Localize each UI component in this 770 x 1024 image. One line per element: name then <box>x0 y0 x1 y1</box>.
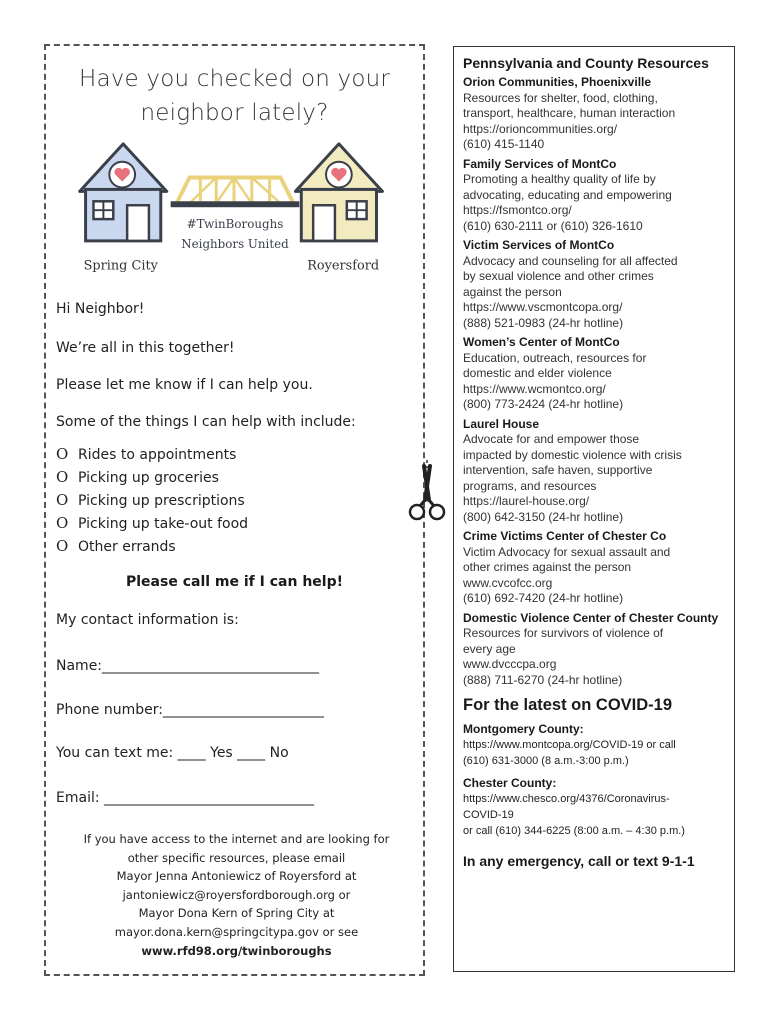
footer-line: mayor.dona.kern@springcitypa.gov or see <box>114 924 359 939</box>
covid-line: or call (610) 344-6225 (8:00 a.m. – 4:30 p.m.) <box>463 825 685 837</box>
footer-line: jantoniewicz@royersfordborough.org or <box>122 887 351 902</box>
resource-entry <box>463 157 726 235</box>
scissors-icon <box>404 460 450 526</box>
resource-entry <box>463 417 726 526</box>
resource-line: by sexual violence and other crimes <box>463 269 654 283</box>
hashtag-label: #TwinBoroughs <box>186 217 284 232</box>
resources-title: Pennsylvania and County Resources <box>463 55 709 71</box>
heart-icon <box>109 162 135 188</box>
footer-note <box>60 830 413 960</box>
resource-line: against the person <box>463 284 562 299</box>
resource-line: intervention, safe haven, supportive <box>463 463 653 477</box>
phone-field: Phone number:_______________________ <box>56 702 324 718</box>
resource-line: Advocacy and counseling for all affected <box>463 253 678 268</box>
resource-line: advocating, educating and empowering <box>463 187 672 202</box>
resource-link[interactable]: www.dvcccpa.org <box>463 657 557 671</box>
resource-line: (610) 692-7420 (24-hr hotline) <box>463 591 624 605</box>
covid-county-name: Montgomery County: <box>463 722 584 736</box>
resource-link[interactable]: https://www.wcmontco.org/ <box>463 381 606 396</box>
list-item <box>56 514 248 532</box>
town-right-label: Royersford <box>307 258 380 274</box>
resource-line: impacted by domestic violence with crisis <box>463 447 682 462</box>
town-left-label: Spring City <box>83 258 158 274</box>
resource-line: Resources for survivors of violence of <box>463 626 664 640</box>
resource-link[interactable]: www.cvcofcc.org <box>463 575 553 590</box>
covid-title: For the latest on COVID-19 <box>463 696 673 714</box>
resource-name: Orion Communities, Phoenixville <box>463 75 652 89</box>
list-item <box>56 537 176 555</box>
resource-name: Family Services of MontCo <box>463 156 617 171</box>
covid-county-entry <box>463 721 726 769</box>
covid-link[interactable]: https://www.montcopa.org/COVID-19 or call <box>463 739 676 751</box>
help-offer: Please let me know if I can help you. <box>56 377 313 393</box>
resource-entry <box>463 335 726 413</box>
resource-line: every age <box>463 641 516 656</box>
resource-entry <box>463 238 726 331</box>
resource-entry <box>463 75 726 153</box>
covid-county-name: Chester County: <box>463 776 557 790</box>
resource-line: Advocate for and empower those <box>463 432 640 446</box>
emergency-text: In any emergency, call or text 9-1-1 <box>463 853 695 869</box>
list-item-label: Rides to appointments <box>78 447 237 463</box>
list-item-label: Picking up take-out food <box>78 516 249 532</box>
list-item <box>56 491 245 509</box>
resource-line: (888) 711-6270 (24-hr hotline) <box>463 672 623 687</box>
headline-line-1: Have you checked on your <box>78 66 391 92</box>
resource-link[interactable]: https://fsmontco.org/ <box>463 203 572 217</box>
resources-panel <box>453 46 735 972</box>
bullet-glyph: O <box>56 491 69 509</box>
footer-link[interactable]: www.rfd98.org/twinboroughs <box>141 943 332 958</box>
resource-link[interactable]: https://laurel-house.org/ <box>463 494 590 508</box>
headline-line-2: neighbor lately? <box>140 100 329 126</box>
resource-line: (610) 415-1140 <box>463 137 545 151</box>
resource-line: Education, outreach, resources for <box>463 350 647 365</box>
resource-name: Victim Services of MontCo <box>463 238 615 252</box>
resource-name: Domestic Violence Center of Chester County <box>463 610 719 625</box>
bullet-glyph: O <box>56 445 69 463</box>
resource-entry <box>463 611 726 689</box>
resource-line: (610) 630-2111 or (610) 326-1610 <box>463 218 643 233</box>
covid-county-entry <box>463 775 726 839</box>
tagline-label: Neighbors United <box>181 236 289 251</box>
bullet-glyph: O <box>56 514 69 532</box>
resource-line: domestic and elder violence <box>463 366 612 380</box>
footer-line: other specific resources, please email <box>127 850 346 865</box>
email-field: Email: ______________________________ <box>56 790 315 806</box>
contact-intro: My contact information is: <box>56 612 239 628</box>
text-field: You can text me: ____ Yes ____ No <box>56 745 289 761</box>
resource-entry <box>463 529 726 607</box>
footer-line: Mayor Dona Kern of Spring City at <box>138 906 335 921</box>
covid-link[interactable]: https://www.chesco.org/4376/Coronavirus- <box>463 793 670 805</box>
greeting: Hi Neighbor! <box>56 301 145 317</box>
list-item-label: Picking up groceries <box>78 470 219 486</box>
bridge-icon <box>171 178 300 208</box>
bullet-glyph: O <box>56 468 69 486</box>
resource-link[interactable]: https://www.vscmontcopa.org/ <box>463 300 623 314</box>
resource-name: Crime Victims Center of Chester Co <box>463 529 667 543</box>
list-item-label: Picking up prescriptions <box>78 493 245 509</box>
flyer-panel <box>44 44 425 976</box>
covid-line: (610) 631-3000 (8 a.m.-3:00 p.m.) <box>463 755 629 767</box>
house-icon <box>295 144 382 241</box>
resource-line: (800) 642-3150 (24-hr hotline) <box>463 509 624 524</box>
neighbors-illustration <box>46 131 423 326</box>
resource-line: transport, healthcare, human interaction <box>463 106 676 120</box>
resource-link[interactable]: https://orioncommunities.org/ <box>463 121 618 136</box>
footer-line: Mayor Jenna Antoniewicz of Royersford at <box>116 869 357 884</box>
bullet-glyph: O <box>56 537 69 555</box>
covid-list <box>463 721 726 839</box>
resource-line: Resources for shelter, food, clothing, <box>463 90 658 105</box>
resource-line: programs, and resources <box>463 478 597 493</box>
list-intro: Some of the things I can help with include: <box>56 414 356 430</box>
resource-line: Promoting a healthy quality of life by <box>463 172 656 186</box>
resource-list <box>463 75 726 688</box>
resource-line: Victim Advocacy for sexual assault and <box>463 544 671 559</box>
list-item-label: Other errands <box>78 539 176 555</box>
heart-icon <box>326 162 352 188</box>
footer-line: If you have access to the internet and are looking for <box>83 832 390 846</box>
resource-line: (888) 521-0983 (24-hr hotline) <box>463 315 624 330</box>
call-me-text: Please call me if I can help! <box>126 574 343 590</box>
together-text: We’re all in this together! <box>56 340 235 356</box>
resource-line: other crimes against the person <box>463 560 632 574</box>
resource-name: Laurel House <box>463 416 540 431</box>
name-field: Name:_______________________________ <box>56 658 320 674</box>
resource-name: Women’s Center of MontCo <box>463 335 620 349</box>
list-item <box>56 445 236 463</box>
list-item <box>56 468 219 486</box>
house-icon <box>80 144 167 241</box>
resource-line: (800) 773-2424 (24-hr hotline) <box>463 397 624 411</box>
covid-line: COVID-19 <box>463 809 514 821</box>
